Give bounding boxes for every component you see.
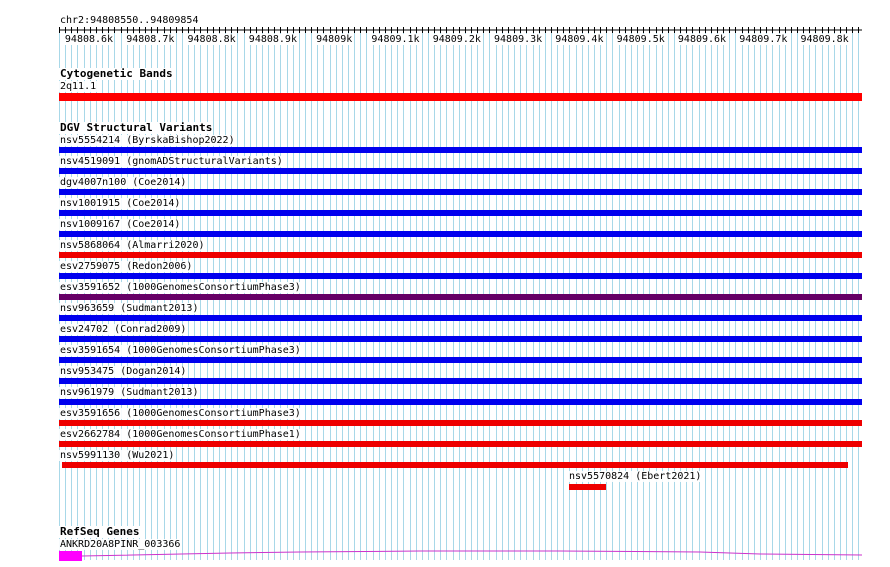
cytoband-label[interactable]: 2q11.1 <box>60 81 97 92</box>
variant-bar[interactable] <box>59 168 862 174</box>
ruler-tick-label: 94809.1k <box>371 34 420 45</box>
variant-bar[interactable] <box>59 420 862 426</box>
variant-label[interactable]: nsv5991130 (Wu2021) <box>60 450 175 461</box>
variant-bar[interactable] <box>59 336 862 342</box>
variant-label[interactable]: nsv5554214 (ByrskaBishop2022) <box>60 135 235 146</box>
variant-label[interactable]: nsv963659 (Sudmant2013) <box>60 303 199 314</box>
variant-label[interactable]: esv24702 (Conrad2009) <box>60 324 187 335</box>
variant-label[interactable]: esv3591654 (1000GenomesConsortiumPhase3) <box>60 345 301 356</box>
refseq-track-title: RefSeq Genes <box>60 525 140 538</box>
gene-exon[interactable] <box>59 551 82 561</box>
variant-label[interactable]: nsv4519091 (gnomADStructuralVariants) <box>60 156 283 167</box>
variant-bar[interactable] <box>62 462 848 468</box>
variant-label[interactable]: esv2662784 (1000GenomesConsortiumPhase1) <box>60 429 301 440</box>
variant-label[interactable]: esv3591656 (1000GenomesConsortiumPhase3) <box>60 408 301 419</box>
variant-bar[interactable] <box>59 252 862 258</box>
ruler-tick-label: 94809.4k <box>555 34 604 45</box>
variant-bar[interactable] <box>59 273 862 279</box>
variant-bar[interactable] <box>59 231 862 237</box>
ruler-tick-label: 94809.5k <box>616 34 665 45</box>
variant-bar[interactable] <box>59 315 862 321</box>
variant-bar[interactable] <box>59 147 862 153</box>
gene-model[interactable] <box>0 547 890 567</box>
ruler-tick-label: 94808.6k <box>64 34 114 45</box>
variant-bar[interactable] <box>59 294 862 300</box>
ruler-tick-label: 94809.7k <box>739 34 788 45</box>
ruler-tick-label: 94809.2k <box>432 34 481 45</box>
variant-bar[interactable] <box>59 357 862 363</box>
variant-label[interactable]: nsv1009167 (Coe2014) <box>60 219 181 230</box>
cytoband-track-title: Cytogenetic Bands <box>60 67 173 80</box>
ruler-tick-label: 94808.7k <box>126 34 175 45</box>
coordinate-label: chr2:94808550..94809854 <box>60 15 199 26</box>
variant-label[interactable]: esv3591652 (1000GenomesConsortiumPhase3) <box>60 282 301 293</box>
variant-bar[interactable] <box>59 378 862 384</box>
ruler-tick-label: 94809.6k <box>677 34 727 45</box>
dgv-track-title: DGV Structural Variants <box>60 121 213 134</box>
variant-label[interactable]: nsv961979 (Sudmant2013) <box>60 387 199 398</box>
variant-label[interactable]: nsv5868064 (Almarri2020) <box>60 240 205 251</box>
variant-label[interactable]: nsv5570824 (Ebert2021) <box>569 471 702 482</box>
gene-intron-line <box>82 551 862 556</box>
gene-label[interactable]: ANKRD20A8PINR_003366 <box>60 539 181 550</box>
variant-label[interactable]: nsv953475 (Dogan2014) <box>60 366 187 377</box>
ruler-tick-label: 94808.8k <box>187 34 236 45</box>
ruler-tick-label: 94809.8k <box>800 34 849 45</box>
variant-bar[interactable] <box>59 189 862 195</box>
cytoband-bar[interactable] <box>59 93 862 101</box>
variant-label[interactable]: nsv1001915 (Coe2014) <box>60 198 181 209</box>
variant-bar[interactable] <box>59 210 862 216</box>
ruler-tick-label: 94809k <box>316 34 353 45</box>
variant-label[interactable]: esv2759075 (Redon2006) <box>60 261 193 272</box>
variant-label[interactable]: dgv4007n100 (Coe2014) <box>60 177 187 188</box>
ruler-tick-label: 94808.9k <box>248 34 297 45</box>
variant-bar[interactable] <box>59 399 862 405</box>
variant-bar[interactable] <box>569 484 606 490</box>
ruler-tick-label: 94809.3k <box>494 34 543 45</box>
variant-bar[interactable] <box>59 441 862 447</box>
